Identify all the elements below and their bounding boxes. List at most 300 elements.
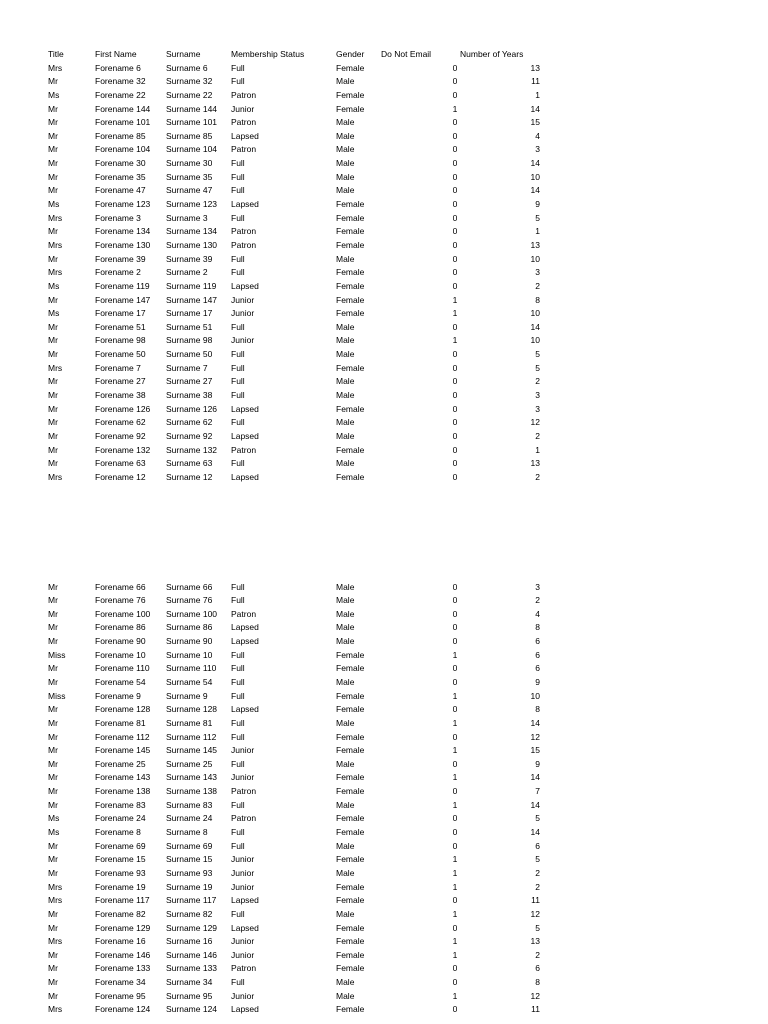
cell-number-of-years: 12 (530, 417, 540, 428)
cell-gender: Male (336, 253, 355, 264)
cell-title: Mr (48, 349, 58, 360)
cell-first-name: Forename 19 (95, 881, 146, 892)
cell-membership-status: Full (231, 267, 245, 278)
cell-membership-status: Junior (231, 294, 255, 305)
header-number-of-years: Number of Years (460, 49, 524, 59)
cell-membership-status: Full (231, 581, 245, 592)
cell-number-of-years: 6 (535, 663, 540, 674)
cell-do-not-email: 1 (452, 990, 458, 1001)
cell-gender: Male (336, 376, 355, 387)
cell-do-not-email: 1 (452, 745, 458, 756)
cell-number-of-years: 6 (535, 963, 540, 974)
cell-do-not-email: 0 (452, 199, 458, 210)
cell-first-name: Forename 38 (95, 390, 146, 401)
cell-number-of-years: 12 (530, 908, 540, 919)
cell-title: Mr (48, 772, 58, 783)
cell-do-not-email: 0 (452, 1004, 458, 1015)
table-row (48, 662, 548, 676)
cell-do-not-email: 0 (452, 895, 458, 906)
cell-membership-status: Lapsed (231, 199, 259, 210)
cell-do-not-email: 1 (452, 881, 458, 892)
cell-first-name: Forename 15 (95, 854, 146, 865)
cell-gender: Female (336, 226, 365, 237)
table-section-2 (48, 581, 548, 1018)
cell-gender: Male (336, 76, 355, 87)
cell-do-not-email: 0 (452, 963, 458, 974)
table-row (48, 785, 548, 799)
cell-number-of-years: 2 (535, 881, 540, 892)
table-row (48, 621, 548, 635)
cell-title: Mr (48, 253, 58, 264)
cell-first-name: Forename 39 (95, 253, 146, 264)
cell-first-name: Forename 147 (95, 294, 151, 305)
cell-gender: Male (336, 130, 355, 141)
cell-membership-status: Full (231, 649, 245, 660)
cell-first-name: Forename 76 (95, 595, 146, 606)
cell-gender: Female (336, 294, 365, 305)
table-row (48, 703, 548, 717)
table-row (48, 130, 548, 144)
cell-gender: Male (336, 430, 355, 441)
cell-surname: Surname 92 (166, 430, 213, 441)
cell-first-name: Forename 35 (95, 171, 146, 182)
cell-number-of-years: 13 (530, 239, 540, 250)
cell-gender: Female (336, 199, 365, 210)
cell-first-name: Forename 66 (95, 581, 146, 592)
table-row (48, 375, 548, 389)
cell-membership-status: Patron (231, 813, 257, 824)
cell-membership-status: Lapsed (231, 403, 259, 414)
cell-number-of-years: 2 (535, 471, 540, 482)
cell-membership-status: Patron (231, 226, 257, 237)
cell-number-of-years: 5 (535, 854, 540, 865)
cell-do-not-email: 0 (452, 595, 458, 606)
cell-do-not-email: 1 (452, 936, 458, 947)
cell-gender: Female (336, 827, 365, 838)
cell-title: Mr (48, 376, 58, 387)
cell-first-name: Forename 98 (95, 335, 146, 346)
cell-membership-status: Junior (231, 772, 255, 783)
cell-number-of-years: 5 (535, 813, 540, 824)
cell-first-name: Forename 47 (95, 185, 146, 196)
cell-title: Ms (48, 308, 60, 319)
table-row (48, 962, 548, 976)
cell-first-name: Forename 144 (95, 103, 151, 114)
table-row (48, 403, 548, 417)
cell-membership-status: Lapsed (231, 471, 259, 482)
cell-number-of-years: 3 (535, 390, 540, 401)
cell-number-of-years: 8 (535, 704, 540, 715)
cell-title: Mr (48, 854, 58, 865)
cell-surname: Surname 138 (166, 786, 218, 797)
cell-surname: Surname 132 (166, 444, 218, 455)
cell-do-not-email: 1 (452, 799, 458, 810)
cell-surname: Surname 130 (166, 239, 218, 250)
cell-do-not-email: 0 (452, 321, 458, 332)
cell-gender: Male (336, 799, 355, 810)
table-row (48, 416, 548, 430)
cell-gender: Female (336, 280, 365, 291)
cell-title: Mr (48, 867, 58, 878)
cell-gender: Female (336, 704, 365, 715)
cell-number-of-years: 15 (530, 745, 540, 756)
cell-gender: Female (336, 89, 365, 100)
cell-do-not-email: 1 (452, 908, 458, 919)
cell-do-not-email: 0 (452, 171, 458, 182)
cell-membership-status: Full (231, 717, 245, 728)
cell-membership-status: Full (231, 417, 245, 428)
cell-surname: Surname 145 (166, 745, 218, 756)
cell-surname: Surname 98 (166, 335, 213, 346)
cell-surname: Surname 22 (166, 89, 213, 100)
cell-first-name: Forename 7 (95, 362, 141, 373)
cell-number-of-years: 5 (535, 212, 540, 223)
cell-number-of-years: 5 (535, 349, 540, 360)
cell-surname: Surname 51 (166, 321, 213, 332)
cell-title: Mr (48, 799, 58, 810)
cell-number-of-years: 5 (535, 362, 540, 373)
table-row (48, 744, 548, 758)
cell-do-not-email: 0 (452, 158, 458, 169)
cell-gender: Male (336, 321, 355, 332)
cell-first-name: Forename 104 (95, 144, 151, 155)
page-gap (48, 485, 548, 581)
cell-do-not-email: 0 (452, 581, 458, 592)
cell-membership-status: Lapsed (231, 280, 259, 291)
header-first-name: First Name (95, 49, 137, 59)
cell-membership-status: Patron (231, 144, 257, 155)
cell-do-not-email: 0 (452, 922, 458, 933)
cell-surname: Surname 95 (166, 990, 213, 1001)
cell-do-not-email: 1 (452, 772, 458, 783)
cell-do-not-email: 0 (452, 144, 458, 155)
cell-surname: Surname 9 (166, 690, 208, 701)
cell-title: Mrs (48, 239, 63, 250)
cell-first-name: Forename 9 (95, 690, 141, 701)
cell-number-of-years: 1 (535, 444, 540, 455)
cell-title: Mr (48, 908, 58, 919)
cell-membership-status: Full (231, 977, 245, 988)
cell-do-not-email: 0 (452, 676, 458, 687)
table-row (48, 840, 548, 854)
cell-first-name: Forename 12 (95, 471, 146, 482)
cell-do-not-email: 0 (452, 403, 458, 414)
table-row (48, 867, 548, 881)
cell-membership-status: Patron (231, 89, 257, 100)
cell-first-name: Forename 93 (95, 867, 146, 878)
cell-number-of-years: 3 (535, 144, 540, 155)
cell-surname: Surname 76 (166, 595, 213, 606)
cell-number-of-years: 2 (535, 595, 540, 606)
table-row (48, 935, 548, 949)
cell-surname: Surname 101 (166, 117, 218, 128)
cell-title: Mrs (48, 212, 63, 223)
cell-gender: Male (336, 608, 355, 619)
cell-title: Mr (48, 130, 58, 141)
cell-number-of-years: 10 (530, 335, 540, 346)
cell-surname: Surname 100 (166, 608, 218, 619)
cell-first-name: Forename 3 (95, 212, 141, 223)
cell-number-of-years: 12 (530, 731, 540, 742)
table-row (48, 471, 548, 485)
cell-gender: Male (336, 458, 355, 469)
cell-first-name: Forename 27 (95, 376, 146, 387)
cell-gender: Female (336, 731, 365, 742)
cell-gender: Female (336, 963, 365, 974)
cell-membership-status: Full (231, 62, 245, 73)
cell-title: Mrs (48, 936, 63, 947)
cell-title: Mr (48, 608, 58, 619)
cell-number-of-years: 14 (530, 158, 540, 169)
cell-gender: Female (336, 308, 365, 319)
cell-surname: Surname 3 (166, 212, 208, 223)
cell-membership-status: Lapsed (231, 895, 259, 906)
cell-do-not-email: 0 (452, 362, 458, 373)
cell-first-name: Forename 134 (95, 226, 151, 237)
cell-gender: Female (336, 936, 365, 947)
cell-surname: Surname 110 (166, 663, 217, 674)
cell-gender: Female (336, 403, 365, 414)
header-membership-status: Membership Status (231, 49, 305, 59)
cell-surname: Surname 25 (166, 758, 213, 769)
cell-surname: Surname 63 (166, 458, 213, 469)
cell-do-not-email: 0 (452, 840, 458, 851)
cell-membership-status: Full (231, 362, 245, 373)
cell-first-name: Forename 69 (95, 840, 146, 851)
cell-number-of-years: 6 (535, 636, 540, 647)
table-section-1 (48, 62, 548, 485)
cell-do-not-email: 0 (452, 376, 458, 387)
cell-number-of-years: 14 (530, 799, 540, 810)
cell-surname: Surname 112 (166, 731, 217, 742)
cell-gender: Female (336, 1004, 365, 1015)
cell-membership-status: Full (231, 76, 245, 87)
cell-surname: Surname 81 (166, 717, 213, 728)
cell-gender: Male (336, 417, 355, 428)
cell-surname: Surname 15 (166, 854, 213, 865)
cell-number-of-years: 3 (535, 581, 540, 592)
cell-gender: Female (336, 854, 365, 865)
cell-surname: Surname 39 (166, 253, 213, 264)
cell-membership-status: Full (231, 840, 245, 851)
cell-first-name: Forename 117 (95, 895, 150, 906)
cell-surname: Surname 35 (166, 171, 213, 182)
cell-gender: Female (336, 212, 365, 223)
cell-title: Mr (48, 840, 58, 851)
cell-gender: Male (336, 158, 355, 169)
cell-gender: Female (336, 362, 365, 373)
cell-membership-status: Lapsed (231, 130, 259, 141)
cell-gender: Female (336, 663, 365, 674)
cell-first-name: Forename 126 (95, 403, 151, 414)
cell-first-name: Forename 130 (95, 239, 151, 250)
cell-membership-status: Lapsed (231, 622, 259, 633)
cell-surname: Surname 144 (166, 103, 218, 114)
cell-title: Mr (48, 321, 58, 332)
cell-title: Mr (48, 185, 58, 196)
cell-membership-status: Junior (231, 949, 255, 960)
cell-first-name: Forename 124 (95, 1004, 151, 1015)
cell-membership-status: Junior (231, 990, 255, 1001)
cell-number-of-years: 2 (535, 376, 540, 387)
cell-gender: Female (336, 471, 365, 482)
cell-gender: Female (336, 239, 365, 250)
cell-first-name: Forename 22 (95, 89, 146, 100)
cell-do-not-email: 0 (452, 786, 458, 797)
cell-number-of-years: 13 (530, 458, 540, 469)
cell-membership-status: Junior (231, 103, 255, 114)
cell-title: Mr (48, 294, 58, 305)
cell-title: Mr (48, 922, 58, 933)
cell-membership-status: Patron (231, 239, 257, 250)
cell-gender: Female (336, 772, 365, 783)
cell-surname: Surname 7 (166, 362, 208, 373)
cell-number-of-years: 10 (530, 253, 540, 264)
cell-surname: Surname 16 (166, 936, 213, 947)
cell-title: Mr (48, 717, 58, 728)
table-row (48, 225, 548, 239)
cell-gender: Male (336, 581, 355, 592)
cell-number-of-years: 6 (535, 840, 540, 851)
cell-membership-status: Lapsed (231, 1004, 259, 1015)
cell-title: Mr (48, 622, 58, 633)
table-row (48, 212, 548, 226)
cell-gender: Male (336, 676, 355, 687)
cell-number-of-years: 5 (535, 922, 540, 933)
cell-gender: Female (336, 813, 365, 824)
cell-number-of-years: 12 (530, 990, 540, 1001)
table-row (48, 444, 548, 458)
cell-membership-status: Junior (231, 854, 255, 865)
cell-surname: Surname 86 (166, 622, 213, 633)
cell-do-not-email: 1 (452, 335, 458, 346)
cell-gender: Male (336, 185, 355, 196)
cell-first-name: Forename 25 (95, 758, 146, 769)
cell-surname: Surname 85 (166, 130, 213, 141)
cell-surname: Surname 38 (166, 390, 213, 401)
table-row (48, 608, 548, 622)
cell-gender: Male (336, 622, 355, 633)
cell-surname: Surname 2 (166, 267, 208, 278)
cell-number-of-years: 14 (530, 772, 540, 783)
cell-surname: Surname 6 (166, 62, 208, 73)
cell-gender: Male (336, 908, 355, 919)
table-row (48, 157, 548, 171)
cell-number-of-years: 4 (535, 130, 540, 141)
table-row (48, 881, 548, 895)
cell-membership-status: Full (231, 458, 245, 469)
cell-number-of-years: 13 (530, 936, 540, 947)
cell-do-not-email: 0 (452, 444, 458, 455)
table-row (48, 799, 548, 813)
table-row (48, 280, 548, 294)
table-row (48, 362, 548, 376)
cell-first-name: Forename 128 (95, 704, 151, 715)
cell-do-not-email: 0 (452, 977, 458, 988)
cell-gender: Female (336, 922, 365, 933)
cell-do-not-email: 1 (452, 949, 458, 960)
cell-gender: Female (336, 895, 365, 906)
cell-title: Mr (48, 786, 58, 797)
table-row (48, 990, 548, 1004)
cell-first-name: Forename 110 (95, 663, 150, 674)
cell-membership-status: Full (231, 349, 245, 360)
cell-number-of-years: 8 (535, 977, 540, 988)
cell-do-not-email: 0 (452, 130, 458, 141)
table-row (48, 922, 548, 936)
cell-number-of-years: 14 (530, 185, 540, 196)
cell-title: Mrs (48, 267, 63, 278)
table-row (48, 581, 548, 595)
cell-title: Mr (48, 663, 58, 674)
cell-title: Mrs (48, 62, 63, 73)
cell-do-not-email: 0 (452, 212, 458, 223)
cell-title: Mr (48, 458, 58, 469)
cell-do-not-email: 0 (452, 185, 458, 196)
cell-surname: Surname 66 (166, 581, 213, 592)
cell-do-not-email: 0 (452, 471, 458, 482)
cell-gender: Male (336, 390, 355, 401)
table-row (48, 812, 548, 826)
cell-first-name: Forename 92 (95, 430, 146, 441)
cell-gender: Female (336, 103, 365, 114)
cell-number-of-years: 14 (530, 321, 540, 332)
table-row (48, 253, 548, 267)
cell-surname: Surname 133 (166, 963, 218, 974)
cell-surname: Surname 62 (166, 417, 213, 428)
cell-number-of-years: 9 (535, 676, 540, 687)
table-row (48, 758, 548, 772)
cell-first-name: Forename 143 (95, 772, 151, 783)
cell-surname: Surname 119 (166, 280, 217, 291)
cell-surname: Surname 19 (166, 881, 213, 892)
cell-gender: Female (336, 649, 365, 660)
cell-number-of-years: 11 (531, 895, 540, 906)
cell-do-not-email: 0 (452, 390, 458, 401)
cell-gender: Female (336, 786, 365, 797)
cell-surname: Surname 10 (166, 649, 213, 660)
cell-membership-status: Junior (231, 881, 255, 892)
cell-title: Mr (48, 144, 58, 155)
cell-membership-status: Patron (231, 117, 257, 128)
header-gender: Gender (336, 49, 365, 59)
cell-first-name: Forename 133 (95, 963, 151, 974)
cell-gender: Male (336, 595, 355, 606)
cell-number-of-years: 9 (535, 199, 540, 210)
cell-first-name: Forename 30 (95, 158, 146, 169)
cell-gender: Male (336, 758, 355, 769)
cell-first-name: Forename 145 (95, 745, 151, 756)
table-row (48, 103, 548, 117)
table-row (48, 457, 548, 471)
cell-surname: Surname 147 (166, 294, 218, 305)
cell-membership-status: Patron (231, 786, 257, 797)
cell-surname: Surname 24 (166, 813, 213, 824)
cell-membership-status: Patron (231, 444, 257, 455)
table-row (48, 649, 548, 663)
cell-number-of-years: 13 (530, 62, 540, 73)
cell-title: Mr (48, 731, 58, 742)
table-row (48, 334, 548, 348)
cell-do-not-email: 0 (452, 704, 458, 715)
table-row (48, 171, 548, 185)
cell-number-of-years: 4 (535, 608, 540, 619)
table-row (48, 853, 548, 867)
cell-surname: Surname 146 (166, 949, 218, 960)
cell-gender: Male (336, 335, 355, 346)
table-row (48, 389, 548, 403)
cell-membership-status: Lapsed (231, 704, 259, 715)
